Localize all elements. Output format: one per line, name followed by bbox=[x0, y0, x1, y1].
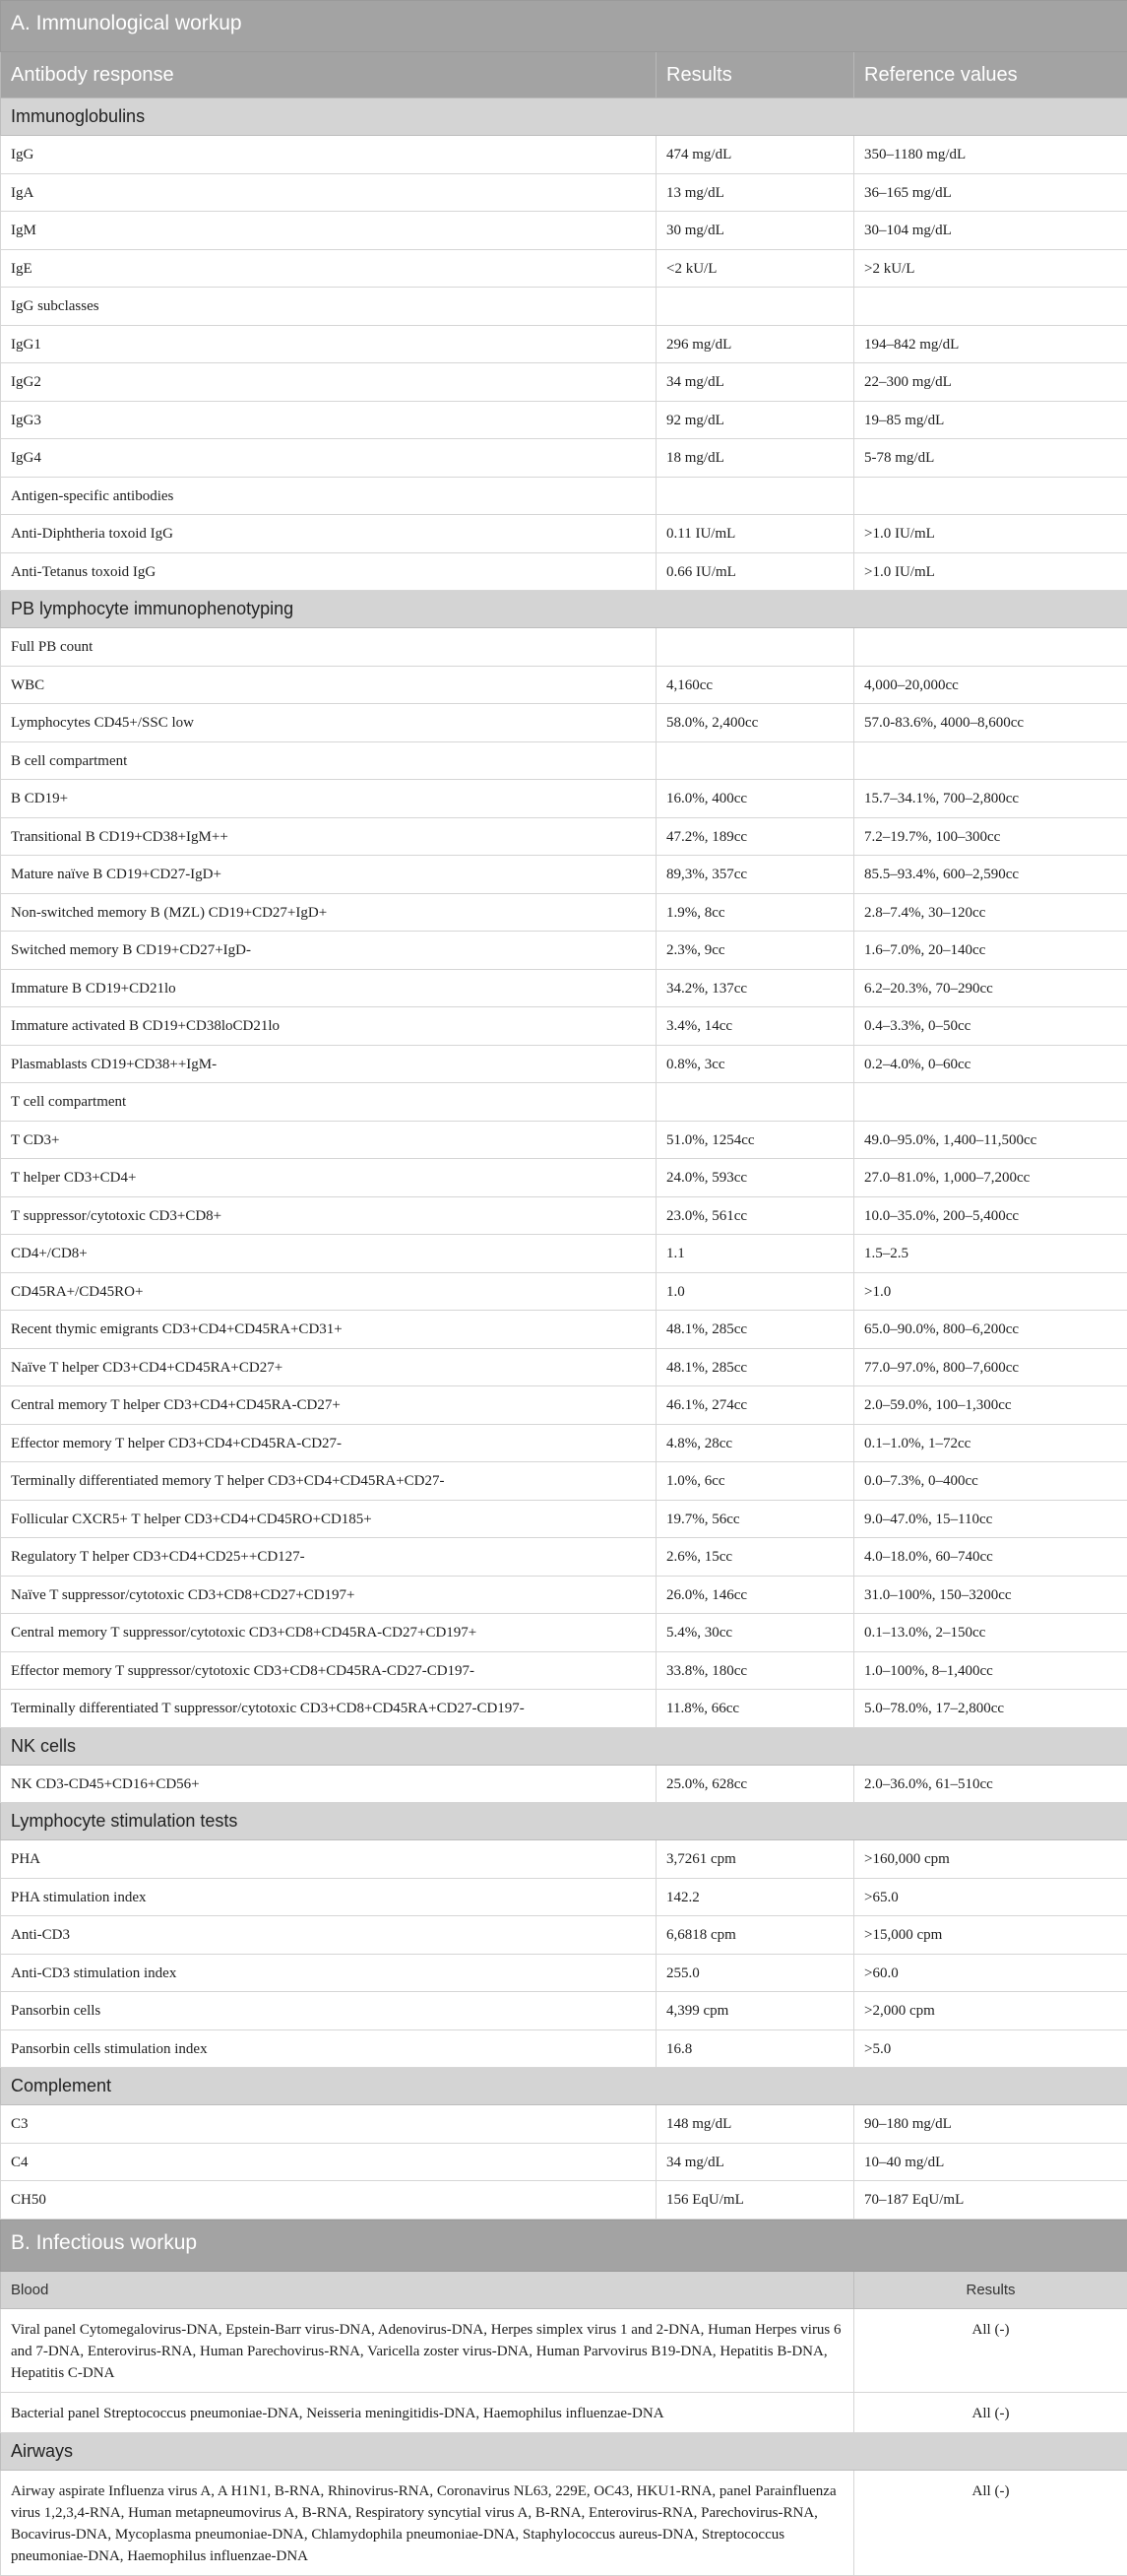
result-cell: <2 kU/L bbox=[657, 249, 854, 288]
parameter-cell: Immature activated B CD19+CD38loCD21lo bbox=[1, 1007, 657, 1046]
section-a-title: A. Immunological workup bbox=[1, 1, 1127, 52]
table-row bbox=[1, 1083, 1127, 1122]
result-cell: 23.0%, 561cc bbox=[657, 1196, 854, 1235]
airways-row bbox=[1, 2470, 1127, 2575]
parameter-cell: B CD19+ bbox=[1, 780, 657, 818]
reference-cell: >5.0 bbox=[854, 2029, 1127, 2068]
parameter-cell: IgG2 bbox=[1, 363, 657, 402]
parameter-cell: Anti-Tetanus toxoid IgG bbox=[1, 552, 657, 591]
reference-cell: >2 kU/L bbox=[854, 249, 1127, 288]
parameter-cell: Transitional B CD19+CD38+IgM++ bbox=[1, 817, 657, 856]
parameter-cell: Central memory T suppressor/cytotoxic CD3+CD8+CD45RA-CD27+CD197+ bbox=[1, 1614, 657, 1652]
table-row bbox=[1, 1424, 1127, 1462]
table-row bbox=[1, 1878, 1127, 1916]
result-cell: 48.1%, 285cc bbox=[657, 1348, 854, 1386]
parameter-cell: NK CD3-CD45+CD16+CD56+ bbox=[1, 1765, 657, 1803]
result-cell: 474 mg/dL bbox=[657, 136, 854, 174]
parameter-cell: Immature B CD19+CD21lo bbox=[1, 969, 657, 1007]
result-cell: 4,399 cpm bbox=[657, 1992, 854, 2030]
parameter-cell: Non-switched memory B (MZL) CD19+CD27+IgD+ bbox=[1, 893, 657, 932]
result-cell: 3.4%, 14cc bbox=[657, 1007, 854, 1046]
table-row bbox=[1, 212, 1127, 250]
result-cell: 4.8%, 28cc bbox=[657, 1424, 854, 1462]
result-cell: 18 mg/dL bbox=[657, 439, 854, 478]
blood-row bbox=[1, 2308, 1127, 2392]
reference-cell: >1.0 IU/mL bbox=[854, 552, 1127, 591]
result-cell: 26.0%, 146cc bbox=[657, 1576, 854, 1614]
table-row bbox=[1, 1954, 1127, 1992]
group-header: PB lymphocyte immunophenotyping bbox=[1, 591, 1127, 628]
parameter-cell: Plasmablasts CD19+CD38++IgM- bbox=[1, 1045, 657, 1083]
parameter-cell: PHA stimulation index bbox=[1, 1878, 657, 1916]
reference-cell: 57.0-83.6%, 4000–8,600cc bbox=[854, 704, 1127, 742]
result-cell: 1.0 bbox=[657, 1272, 854, 1311]
result-cell: 11.8%, 66cc bbox=[657, 1690, 854, 1728]
reference-cell bbox=[854, 477, 1127, 515]
parameter-cell: Follicular CXCR5+ T helper CD3+CD4+CD45RO+CD185+ bbox=[1, 1500, 657, 1538]
result-cell bbox=[657, 628, 854, 667]
group-header-row bbox=[1, 1727, 1127, 1765]
reference-cell: 10–40 mg/dL bbox=[854, 2143, 1127, 2181]
table-row bbox=[1, 1121, 1127, 1159]
section-a-body bbox=[1, 98, 1127, 2220]
table-row bbox=[1, 1651, 1127, 1690]
parameter-cell: Anti-CD3 bbox=[1, 1916, 657, 1955]
table-row bbox=[1, 1348, 1127, 1386]
parameter-cell: Antigen-specific antibodies bbox=[1, 477, 657, 515]
reference-cell bbox=[854, 1083, 1127, 1122]
result-cell: 51.0%, 1254cc bbox=[657, 1121, 854, 1159]
table-row bbox=[1, 1196, 1127, 1235]
table-row bbox=[1, 2143, 1127, 2181]
parameter-cell: IgE bbox=[1, 249, 657, 288]
reference-cell: 36–165 mg/dL bbox=[854, 173, 1127, 212]
parameter-cell: T cell compartment bbox=[1, 1083, 657, 1122]
parameter-cell: Pansorbin cells bbox=[1, 1992, 657, 2030]
parameter-cell: IgG4 bbox=[1, 439, 657, 478]
reference-cell: 30–104 mg/dL bbox=[854, 212, 1127, 250]
reference-cell: 77.0–97.0%, 800–7,600cc bbox=[854, 1348, 1127, 1386]
table-row bbox=[1, 1500, 1127, 1538]
reference-cell bbox=[854, 628, 1127, 667]
table-row bbox=[1, 1690, 1127, 1728]
table-row bbox=[1, 856, 1127, 894]
result-cell: 46.1%, 274cc bbox=[657, 1386, 854, 1425]
parameter-cell: Naïve T helper CD3+CD4+CD45RA+CD27+ bbox=[1, 1348, 657, 1386]
parameter-cell: B cell compartment bbox=[1, 741, 657, 780]
reference-cell: >65.0 bbox=[854, 1878, 1127, 1916]
parameter-cell: Terminally differentiated T suppressor/cytotoxic CD3+CD8+CD45RA+CD27-CD197- bbox=[1, 1690, 657, 1728]
reference-cell: 70–187 EqU/mL bbox=[854, 2181, 1127, 2220]
result-cell: 0.11 IU/mL bbox=[657, 515, 854, 553]
group-header: Complement bbox=[1, 2068, 1127, 2105]
reference-cell: 194–842 mg/dL bbox=[854, 325, 1127, 363]
result-cell: 156 EqU/mL bbox=[657, 2181, 854, 2220]
table-row bbox=[1, 1840, 1127, 1879]
result-cell: 16.8 bbox=[657, 2029, 854, 2068]
table-row bbox=[1, 932, 1127, 970]
parameter-cell: IgG1 bbox=[1, 325, 657, 363]
panel-cell: Airway aspirate Influenza virus A, A H1N1, B-RNA, Rhinovirus-RNA, Coronavirus NL63, 229E, OC43, HKU1-RNA, panel Parainfluenza virus 1,2,3,4-RNA, Human metapneumovirus A, B-RNA, Respiratory syncytial virus A, B-RNA, Enterovirus-RNA, Parechovirus-RNA, Bocavirus-DNA, Mycoplasma pneumoniae-DNA, Chlamydophila pneumoniae-DNA, Staphylococcus aureus-DNA, Streptococcus pneumoniae-DNA, Haemophilus influenzae-DNA bbox=[1, 2470, 854, 2575]
parameter-cell: IgG subclasses bbox=[1, 288, 657, 326]
result-cell: 25.0%, 628cc bbox=[657, 1765, 854, 1803]
reference-cell: 10.0–35.0%, 200–5,400cc bbox=[854, 1196, 1127, 1235]
parameter-cell: WBC bbox=[1, 666, 657, 704]
reference-cell: 350–1180 mg/dL bbox=[854, 136, 1127, 174]
reference-cell: >60.0 bbox=[854, 1954, 1127, 1992]
result-cell: 89,3%, 357cc bbox=[657, 856, 854, 894]
reference-cell: >15,000 cpm bbox=[854, 1916, 1127, 1955]
result-cell: 24.0%, 593cc bbox=[657, 1159, 854, 1197]
section-b-title: B. Infectious workup bbox=[1, 2220, 1127, 2271]
table-row bbox=[1, 2105, 1127, 2144]
result-cell: 16.0%, 400cc bbox=[657, 780, 854, 818]
table-row bbox=[1, 1159, 1127, 1197]
table-row bbox=[1, 1235, 1127, 1273]
result-cell: 92 mg/dL bbox=[657, 401, 854, 439]
parameter-cell: Terminally differentiated memory T helper CD3+CD4+CD45RA+CD27- bbox=[1, 1462, 657, 1501]
reference-cell: 0.1–13.0%, 2–150cc bbox=[854, 1614, 1127, 1652]
reference-cell: 90–180 mg/dL bbox=[854, 2105, 1127, 2144]
result-cell: 34.2%, 137cc bbox=[657, 969, 854, 1007]
table-row bbox=[1, 893, 1127, 932]
parameter-cell: T CD3+ bbox=[1, 1121, 657, 1159]
table-row bbox=[1, 817, 1127, 856]
table-row bbox=[1, 1614, 1127, 1652]
result-cell: 4,160cc bbox=[657, 666, 854, 704]
parameter-cell: Anti-Diphtheria toxoid IgG bbox=[1, 515, 657, 553]
group-header-row bbox=[1, 2068, 1127, 2105]
reference-cell: 27.0–81.0%, 1,000–7,200cc bbox=[854, 1159, 1127, 1197]
reference-cell: 19–85 mg/dL bbox=[854, 401, 1127, 439]
reference-cell: 2.8–7.4%, 30–120cc bbox=[854, 893, 1127, 932]
table-row bbox=[1, 2029, 1127, 2068]
reference-cell: >2,000 cpm bbox=[854, 1992, 1127, 2030]
table-row bbox=[1, 1045, 1127, 1083]
result-cell: 296 mg/dL bbox=[657, 325, 854, 363]
reference-cell bbox=[854, 288, 1127, 326]
result-cell bbox=[657, 288, 854, 326]
result-cell: All (-) bbox=[854, 2470, 1127, 2575]
table-row bbox=[1, 1007, 1127, 1046]
result-cell: 30 mg/dL bbox=[657, 212, 854, 250]
parameter-cell: Pansorbin cells stimulation index bbox=[1, 2029, 657, 2068]
result-cell bbox=[657, 1083, 854, 1122]
airways-body bbox=[1, 2470, 1127, 2575]
result-cell: 34 mg/dL bbox=[657, 2143, 854, 2181]
parameter-cell: CD4+/CD8+ bbox=[1, 1235, 657, 1273]
reference-cell: 0.2–4.0%, 0–60cc bbox=[854, 1045, 1127, 1083]
reference-cell: 85.5–93.4%, 600–2,590cc bbox=[854, 856, 1127, 894]
result-cell: 2.6%, 15cc bbox=[657, 1538, 854, 1577]
column-header-reference-values: Reference values bbox=[854, 52, 1127, 98]
result-cell: 0.8%, 3cc bbox=[657, 1045, 854, 1083]
reference-cell: 2.0–59.0%, 100–1,300cc bbox=[854, 1386, 1127, 1425]
result-cell: 0.66 IU/mL bbox=[657, 552, 854, 591]
table-row bbox=[1, 249, 1127, 288]
parameter-cell: C3 bbox=[1, 2105, 657, 2144]
result-cell: 148 mg/dL bbox=[657, 2105, 854, 2144]
parameter-cell: Effector memory T helper CD3+CD4+CD45RA-CD27- bbox=[1, 1424, 657, 1462]
infectious-workup-table bbox=[0, 2220, 1127, 2576]
result-cell: 5.4%, 30cc bbox=[657, 1614, 854, 1652]
table-row bbox=[1, 741, 1127, 780]
table-row bbox=[1, 136, 1127, 174]
parameter-cell: CH50 bbox=[1, 2181, 657, 2220]
parameter-cell: CD45RA+/CD45RO+ bbox=[1, 1272, 657, 1311]
table-row bbox=[1, 477, 1127, 515]
group-header: Immunoglobulins bbox=[1, 98, 1127, 136]
result-cell: 47.2%, 189cc bbox=[657, 817, 854, 856]
parameter-cell: T suppressor/cytotoxic CD3+CD8+ bbox=[1, 1196, 657, 1235]
reference-cell: >1.0 bbox=[854, 1272, 1127, 1311]
reference-cell: 6.2–20.3%, 70–290cc bbox=[854, 969, 1127, 1007]
table-row bbox=[1, 1538, 1127, 1577]
table-row bbox=[1, 2181, 1127, 2220]
group-header: Lymphocyte stimulation tests bbox=[1, 1803, 1127, 1840]
parameter-cell: Regulatory T helper CD3+CD4+CD25++CD127- bbox=[1, 1538, 657, 1577]
reference-cell: 49.0–95.0%, 1,400–11,500cc bbox=[854, 1121, 1127, 1159]
result-cell: 19.7%, 56cc bbox=[657, 1500, 854, 1538]
result-cell: 58.0%, 2,400cc bbox=[657, 704, 854, 742]
table-row bbox=[1, 628, 1127, 667]
table-row bbox=[1, 401, 1127, 439]
table-row bbox=[1, 704, 1127, 742]
table-row bbox=[1, 1576, 1127, 1614]
reference-cell: 0.0–7.3%, 0–400cc bbox=[854, 1462, 1127, 1501]
table-row bbox=[1, 363, 1127, 402]
reference-cell: 5.0–78.0%, 17–2,800cc bbox=[854, 1690, 1127, 1728]
reference-cell: 1.5–2.5 bbox=[854, 1235, 1127, 1273]
reference-cell: 22–300 mg/dL bbox=[854, 363, 1127, 402]
result-cell: All (-) bbox=[854, 2392, 1127, 2432]
result-cell: 13 mg/dL bbox=[657, 173, 854, 212]
panel-cell: Viral panel Cytomegalovirus-DNA, Epstein-Barr virus-DNA, Adenovirus-DNA, Herpes simplex virus 1 and 2-DNA, Human Herpes virus 6 and 7-DNA, Enterovirus-RNA, Human Parechovirus-RNA, Varicella zoster virus-DNA, Human Parvovirus B19-DNA, Hepatitis B-DNA, Hepatitis C-DNA bbox=[1, 2308, 854, 2392]
parameter-cell: IgM bbox=[1, 212, 657, 250]
table-row bbox=[1, 288, 1127, 326]
result-cell: 1.9%, 8cc bbox=[657, 893, 854, 932]
reference-cell: 4.0–18.0%, 60–740cc bbox=[854, 1538, 1127, 1577]
parameter-cell: Anti-CD3 stimulation index bbox=[1, 1954, 657, 1992]
table-row bbox=[1, 780, 1127, 818]
reference-cell: 1.0–100%, 8–1,400cc bbox=[854, 1651, 1127, 1690]
table-row bbox=[1, 515, 1127, 553]
parameter-cell: Full PB count bbox=[1, 628, 657, 667]
reference-cell: 9.0–47.0%, 15–110cc bbox=[854, 1500, 1127, 1538]
result-cell: 3,7261 cpm bbox=[657, 1840, 854, 1879]
result-cell: 6,6818 cpm bbox=[657, 1916, 854, 1955]
results-header: Results bbox=[854, 2271, 1127, 2308]
parameter-cell: Recent thymic emigrants CD3+CD4+CD45RA+CD31+ bbox=[1, 1311, 657, 1349]
parameter-cell: Central memory T helper CD3+CD4+CD45RA-CD27+ bbox=[1, 1386, 657, 1425]
parameter-cell: T helper CD3+CD4+ bbox=[1, 1159, 657, 1197]
result-cell: 33.8%, 180cc bbox=[657, 1651, 854, 1690]
table-row bbox=[1, 1311, 1127, 1349]
result-cell: 48.1%, 285cc bbox=[657, 1311, 854, 1349]
reference-cell: 5-78 mg/dL bbox=[854, 439, 1127, 478]
table-row bbox=[1, 173, 1127, 212]
result-cell: 255.0 bbox=[657, 1954, 854, 1992]
table-row bbox=[1, 666, 1127, 704]
parameter-cell: PHA bbox=[1, 1840, 657, 1879]
reference-cell: 0.4–3.3%, 0–50cc bbox=[854, 1007, 1127, 1046]
column-header-results: Results bbox=[657, 52, 854, 98]
table-row bbox=[1, 439, 1127, 478]
blood-header: Blood bbox=[1, 2271, 854, 2308]
reference-cell: 2.0–36.0%, 61–510cc bbox=[854, 1765, 1127, 1803]
reference-cell: 0.1–1.0%, 1–72cc bbox=[854, 1424, 1127, 1462]
group-header: NK cells bbox=[1, 1727, 1127, 1765]
reference-cell: 7.2–19.7%, 100–300cc bbox=[854, 817, 1127, 856]
reference-cell: 1.6–7.0%, 20–140cc bbox=[854, 932, 1127, 970]
parameter-cell: Lymphocytes CD45+/SSC low bbox=[1, 704, 657, 742]
column-header-antibody-response: Antibody response bbox=[1, 52, 657, 98]
reference-cell: >1.0 IU/mL bbox=[854, 515, 1127, 553]
table-row bbox=[1, 1916, 1127, 1955]
reference-cell: 65.0–90.0%, 800–6,200cc bbox=[854, 1311, 1127, 1349]
table-row bbox=[1, 1386, 1127, 1425]
table-row bbox=[1, 969, 1127, 1007]
reference-cell: 15.7–34.1%, 700–2,800cc bbox=[854, 780, 1127, 818]
reference-cell: >160,000 cpm bbox=[854, 1840, 1127, 1879]
airways-header: Airways bbox=[1, 2432, 1127, 2470]
blood-body bbox=[1, 2308, 1127, 2432]
result-cell: All (-) bbox=[854, 2308, 1127, 2392]
result-cell: 142.2 bbox=[657, 1878, 854, 1916]
blood-row bbox=[1, 2392, 1127, 2432]
result-cell: 1.0%, 6cc bbox=[657, 1462, 854, 1501]
group-header-row bbox=[1, 591, 1127, 628]
reference-cell bbox=[854, 741, 1127, 780]
result-cell: 1.1 bbox=[657, 1235, 854, 1273]
table-row bbox=[1, 552, 1127, 591]
reference-cell: 31.0–100%, 150–3200cc bbox=[854, 1576, 1127, 1614]
table-row bbox=[1, 325, 1127, 363]
parameter-cell: IgA bbox=[1, 173, 657, 212]
parameter-cell: Effector memory T suppressor/cytotoxic CD3+CD8+CD45RA-CD27-CD197- bbox=[1, 1651, 657, 1690]
parameter-cell: Naïve T suppressor/cytotoxic CD3+CD8+CD27+CD197+ bbox=[1, 1576, 657, 1614]
reference-cell: 4,000–20,000cc bbox=[854, 666, 1127, 704]
panel-cell: Bacterial panel Streptococcus pneumoniae-DNA, Neisseria meningitidis-DNA, Haemophilus influenzae-DNA bbox=[1, 2392, 854, 2432]
parameter-cell: Mature naïve B CD19+CD27-IgD+ bbox=[1, 856, 657, 894]
table-row bbox=[1, 1992, 1127, 2030]
parameter-cell: IgG3 bbox=[1, 401, 657, 439]
result-cell: 2.3%, 9cc bbox=[657, 932, 854, 970]
group-header-row bbox=[1, 98, 1127, 136]
table-row bbox=[1, 1462, 1127, 1501]
result-cell: 34 mg/dL bbox=[657, 363, 854, 402]
parameter-cell: C4 bbox=[1, 2143, 657, 2181]
group-header-row bbox=[1, 1803, 1127, 1840]
result-cell bbox=[657, 477, 854, 515]
parameter-cell: Switched memory B CD19+CD27+IgD- bbox=[1, 932, 657, 970]
table-row bbox=[1, 1765, 1127, 1803]
result-cell bbox=[657, 741, 854, 780]
parameter-cell: IgG bbox=[1, 136, 657, 174]
table-row bbox=[1, 1272, 1127, 1311]
